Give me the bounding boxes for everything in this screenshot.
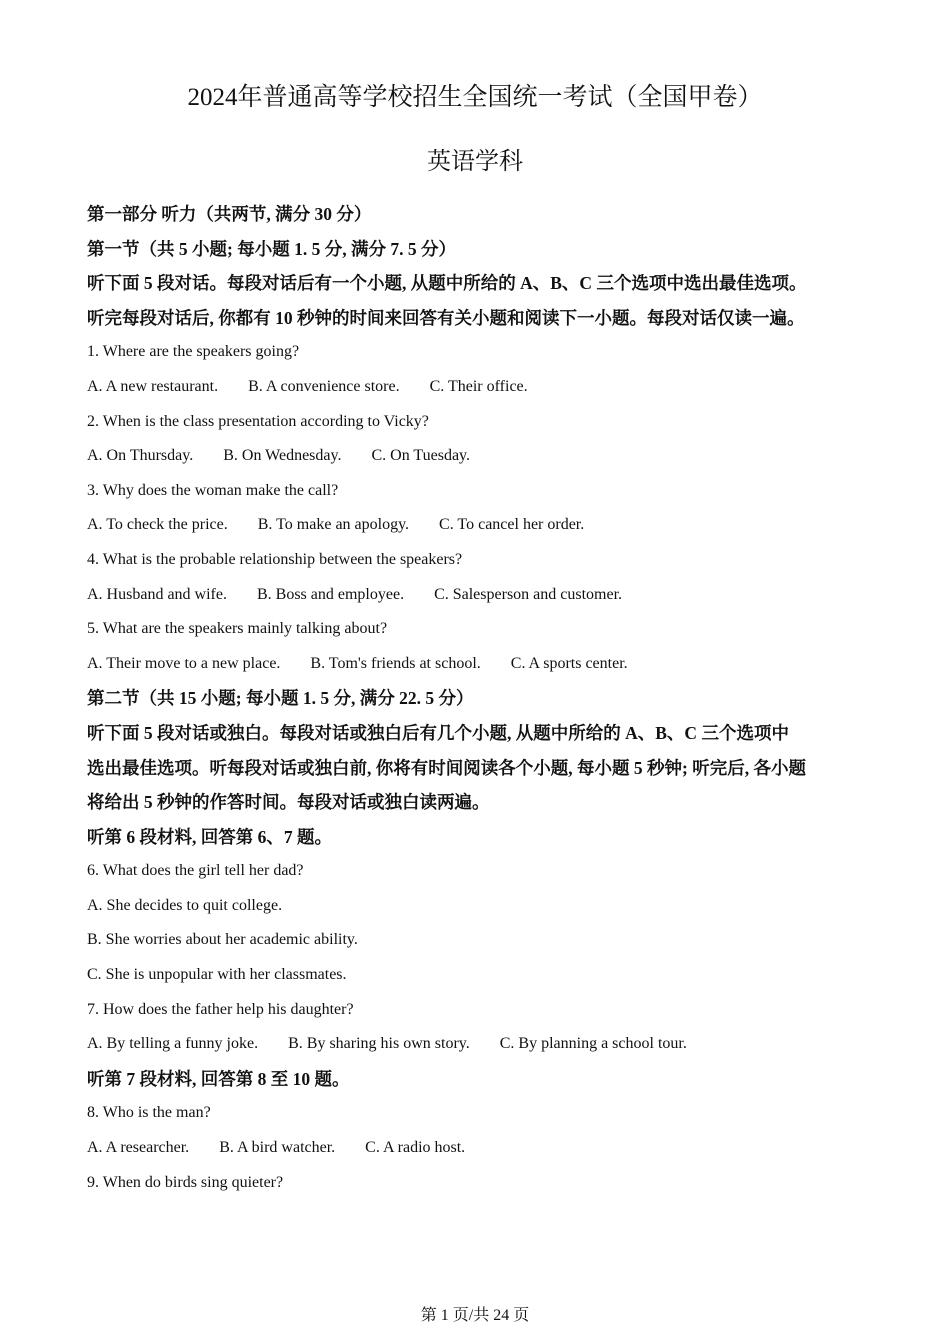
question-8-options bbox=[87, 1131, 887, 1166]
option-c: C. On Tuesday. bbox=[371, 447, 471, 465]
exam-subtitle: 英语学科 bbox=[427, 149, 523, 175]
question-1: 1. Where are the speakers going? bbox=[87, 343, 300, 361]
option-b: B. A bird watcher. bbox=[219, 1139, 336, 1157]
question-8: 8. Who is the man? bbox=[87, 1104, 211, 1122]
option-b: B. By sharing his own story. bbox=[288, 1035, 470, 1053]
question-9: 9. When do birds sing quieter? bbox=[87, 1173, 284, 1191]
question-6-option-c: C. She is unpopular with her classmates. bbox=[87, 966, 347, 984]
part1-heading: 第一部分 听力（共两节, 满分 30 分） bbox=[87, 204, 372, 224]
option-b: B. Boss and employee. bbox=[256, 585, 405, 603]
option-a: A. By telling a funny joke. bbox=[87, 1035, 259, 1053]
question-6-option-b: B. She worries about her academic ability. bbox=[87, 931, 358, 949]
question-4-options bbox=[87, 578, 887, 613]
question-7: 7. How does the father help his daughter? bbox=[87, 1000, 354, 1018]
question-3: 3. Why does the woman make the call? bbox=[87, 481, 339, 499]
option-c: C. By planning a school tour. bbox=[499, 1035, 687, 1053]
section2-instruction-3: 将给出 5 秒钟的作答时间。每段对话或独白读两遍。 bbox=[87, 792, 490, 813]
page-number: 第 1 页/共 24 页 bbox=[420, 1307, 530, 1324]
option-c: C. Their office. bbox=[429, 377, 528, 395]
question-5: 5. What are the speakers mainly talking about? bbox=[87, 620, 388, 638]
question-3-options bbox=[87, 508, 887, 543]
option-a: A. On Thursday. bbox=[87, 447, 194, 465]
section1-instruction-2: 听完每段对话后, 你都有 10 秒钟的时间来回答有关小题和阅读下一小题。每段对话仅读一遍。 bbox=[87, 307, 805, 328]
question-2-options bbox=[87, 439, 887, 474]
section1-heading: 第一节（共 5 小题; 每小题 1. 5 分, 满分 7. 5 分） bbox=[87, 238, 456, 259]
exam-body bbox=[87, 197, 887, 1200]
option-a: A. Husband and wife. bbox=[87, 585, 227, 603]
question-6-option-a: A. She decides to quit college. bbox=[87, 896, 283, 914]
question-1-options bbox=[87, 370, 887, 405]
option-c: C. To cancel her order. bbox=[439, 516, 585, 534]
section2-instruction-1: 听下面 5 段对话或独白。每段对话或独白后有几个小题, 从题中所给的 A、B、C 三个选项中 bbox=[87, 722, 789, 743]
option-b: B. A convenience store. bbox=[248, 377, 400, 395]
section1-instruction-1: 听下面 5 段对话。每段对话后有一个小题, 从题中所给的 A、B、C 三个选项中选出最佳选项。 bbox=[87, 273, 807, 294]
option-c: C. Salesperson and customer. bbox=[434, 585, 623, 603]
option-a: A. A researcher. bbox=[87, 1139, 190, 1157]
option-b: B. Tom's friends at school. bbox=[310, 654, 481, 672]
question-2: 2. When is the class presentation according to Vicky? bbox=[87, 412, 429, 430]
question-4: 4. What is the probable relationship between the speakers? bbox=[87, 550, 463, 568]
material-7-heading: 听第 7 段材料, 回答第 8 至 10 题。 bbox=[87, 1068, 350, 1089]
exam-title: 2024年普通高等学校招生全国统一考试（全国甲卷） bbox=[187, 84, 763, 111]
option-c: C. A sports center. bbox=[510, 654, 628, 672]
option-a: A. A new restaurant. bbox=[87, 377, 219, 395]
question-6: 6. What does the girl tell her dad? bbox=[87, 862, 304, 880]
material-6-heading: 听第 6 段材料, 回答第 6、7 题。 bbox=[87, 826, 332, 847]
option-a: A. Their move to a new place. bbox=[87, 654, 281, 672]
option-c: C. A radio host. bbox=[365, 1139, 466, 1157]
option-b: B. To make an apology. bbox=[257, 516, 410, 534]
question-5-options bbox=[87, 647, 887, 682]
option-a: A. To check the price. bbox=[87, 516, 228, 534]
question-7-options bbox=[87, 1027, 887, 1062]
option-b: B. On Wednesday. bbox=[223, 447, 342, 465]
section2-instruction-2: 选出最佳选项。听每段对话或独白前, 你将有时间阅读各个小题, 每小题 5 秒钟; 听完后, 各小题 bbox=[87, 757, 806, 778]
section2-heading: 第二节（共 15 小题; 每小题 1. 5 分, 满分 22. 5 分） bbox=[87, 688, 474, 709]
